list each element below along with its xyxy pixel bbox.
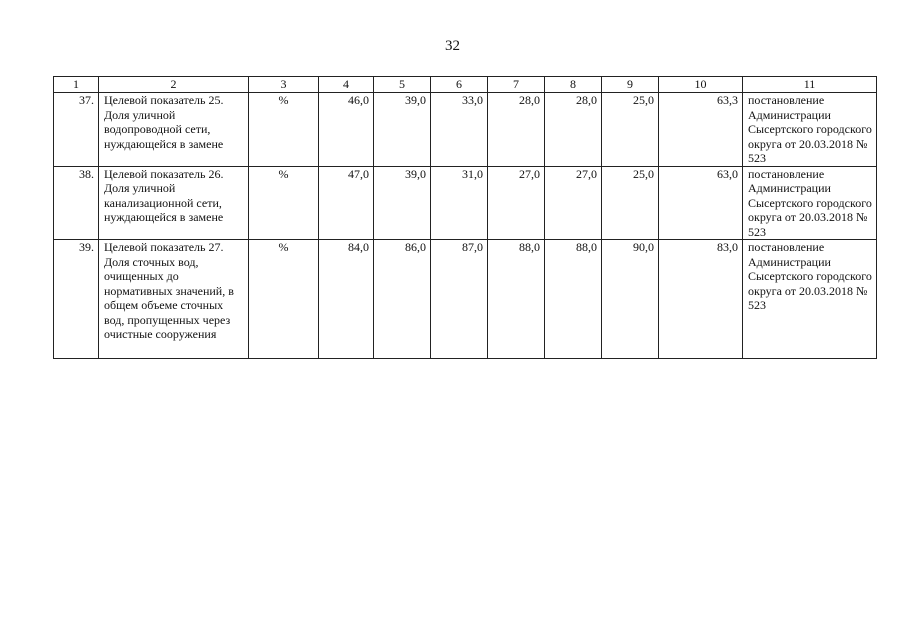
value-cell: 25,0	[602, 93, 659, 167]
column-header: 6	[431, 77, 488, 93]
value-cell: 88,0	[488, 240, 545, 359]
value-cell: 28,0	[488, 93, 545, 167]
column-header: 7	[488, 77, 545, 93]
value-cell: 31,0	[431, 166, 488, 240]
table-row	[54, 93, 877, 167]
value-cell: 88,0	[545, 240, 602, 359]
value-cell: 63,0	[659, 166, 743, 240]
basis-cell: постановление Администрации Сысертского городского округа от 20.03.2018 № 523	[743, 240, 877, 359]
table-header-row	[54, 77, 877, 93]
value-cell: 27,0	[488, 166, 545, 240]
value-cell: 28,0	[545, 93, 602, 167]
value-cell: 87,0	[431, 240, 488, 359]
value-cell: 46,0	[319, 93, 374, 167]
value-cell: 83,0	[659, 240, 743, 359]
column-header: 11	[743, 77, 877, 93]
indicator-table	[53, 76, 877, 359]
column-header: 4	[319, 77, 374, 93]
row-number: 37.	[54, 93, 99, 167]
value-cell: 25,0	[602, 166, 659, 240]
value-cell: 84,0	[319, 240, 374, 359]
column-header: 1	[54, 77, 99, 93]
value-cell: 63,3	[659, 93, 743, 167]
unit-cell: %	[249, 166, 319, 240]
column-header: 8	[545, 77, 602, 93]
table-row	[54, 166, 877, 240]
value-cell: 27,0	[545, 166, 602, 240]
value-cell: 86,0	[374, 240, 431, 359]
column-header: 5	[374, 77, 431, 93]
value-cell: 33,0	[431, 93, 488, 167]
unit-cell: %	[249, 93, 319, 167]
indicator-name: Целевой показатель 25. Доля уличной водопроводной сети, нуждающейся в замене	[99, 93, 249, 167]
basis-cell: постановление Администрации Сысертского городского округа от 20.03.2018 № 523	[743, 93, 877, 167]
row-number: 39.	[54, 240, 99, 359]
value-cell: 47,0	[319, 166, 374, 240]
page-number: 32	[445, 38, 460, 54]
column-header: 10	[659, 77, 743, 93]
row-number: 38.	[54, 166, 99, 240]
column-header: 9	[602, 77, 659, 93]
basis-cell: постановление Администрации Сысертского городского округа от 20.03.2018 № 523	[743, 166, 877, 240]
indicator-name: Целевой показатель 27. Доля сточных вод, очищенных до нормативных значений, в общем объеме сточных вод, пропущенных через очистные сооружения	[99, 240, 249, 359]
column-header: 2	[99, 77, 249, 93]
value-cell: 39,0	[374, 166, 431, 240]
table-row	[54, 240, 877, 359]
value-cell: 39,0	[374, 93, 431, 167]
indicator-name: Целевой показатель 26. Доля уличной канализационной сети, нуждающейся в замене	[99, 166, 249, 240]
column-header: 3	[249, 77, 319, 93]
value-cell: 90,0	[602, 240, 659, 359]
unit-cell: %	[249, 240, 319, 359]
